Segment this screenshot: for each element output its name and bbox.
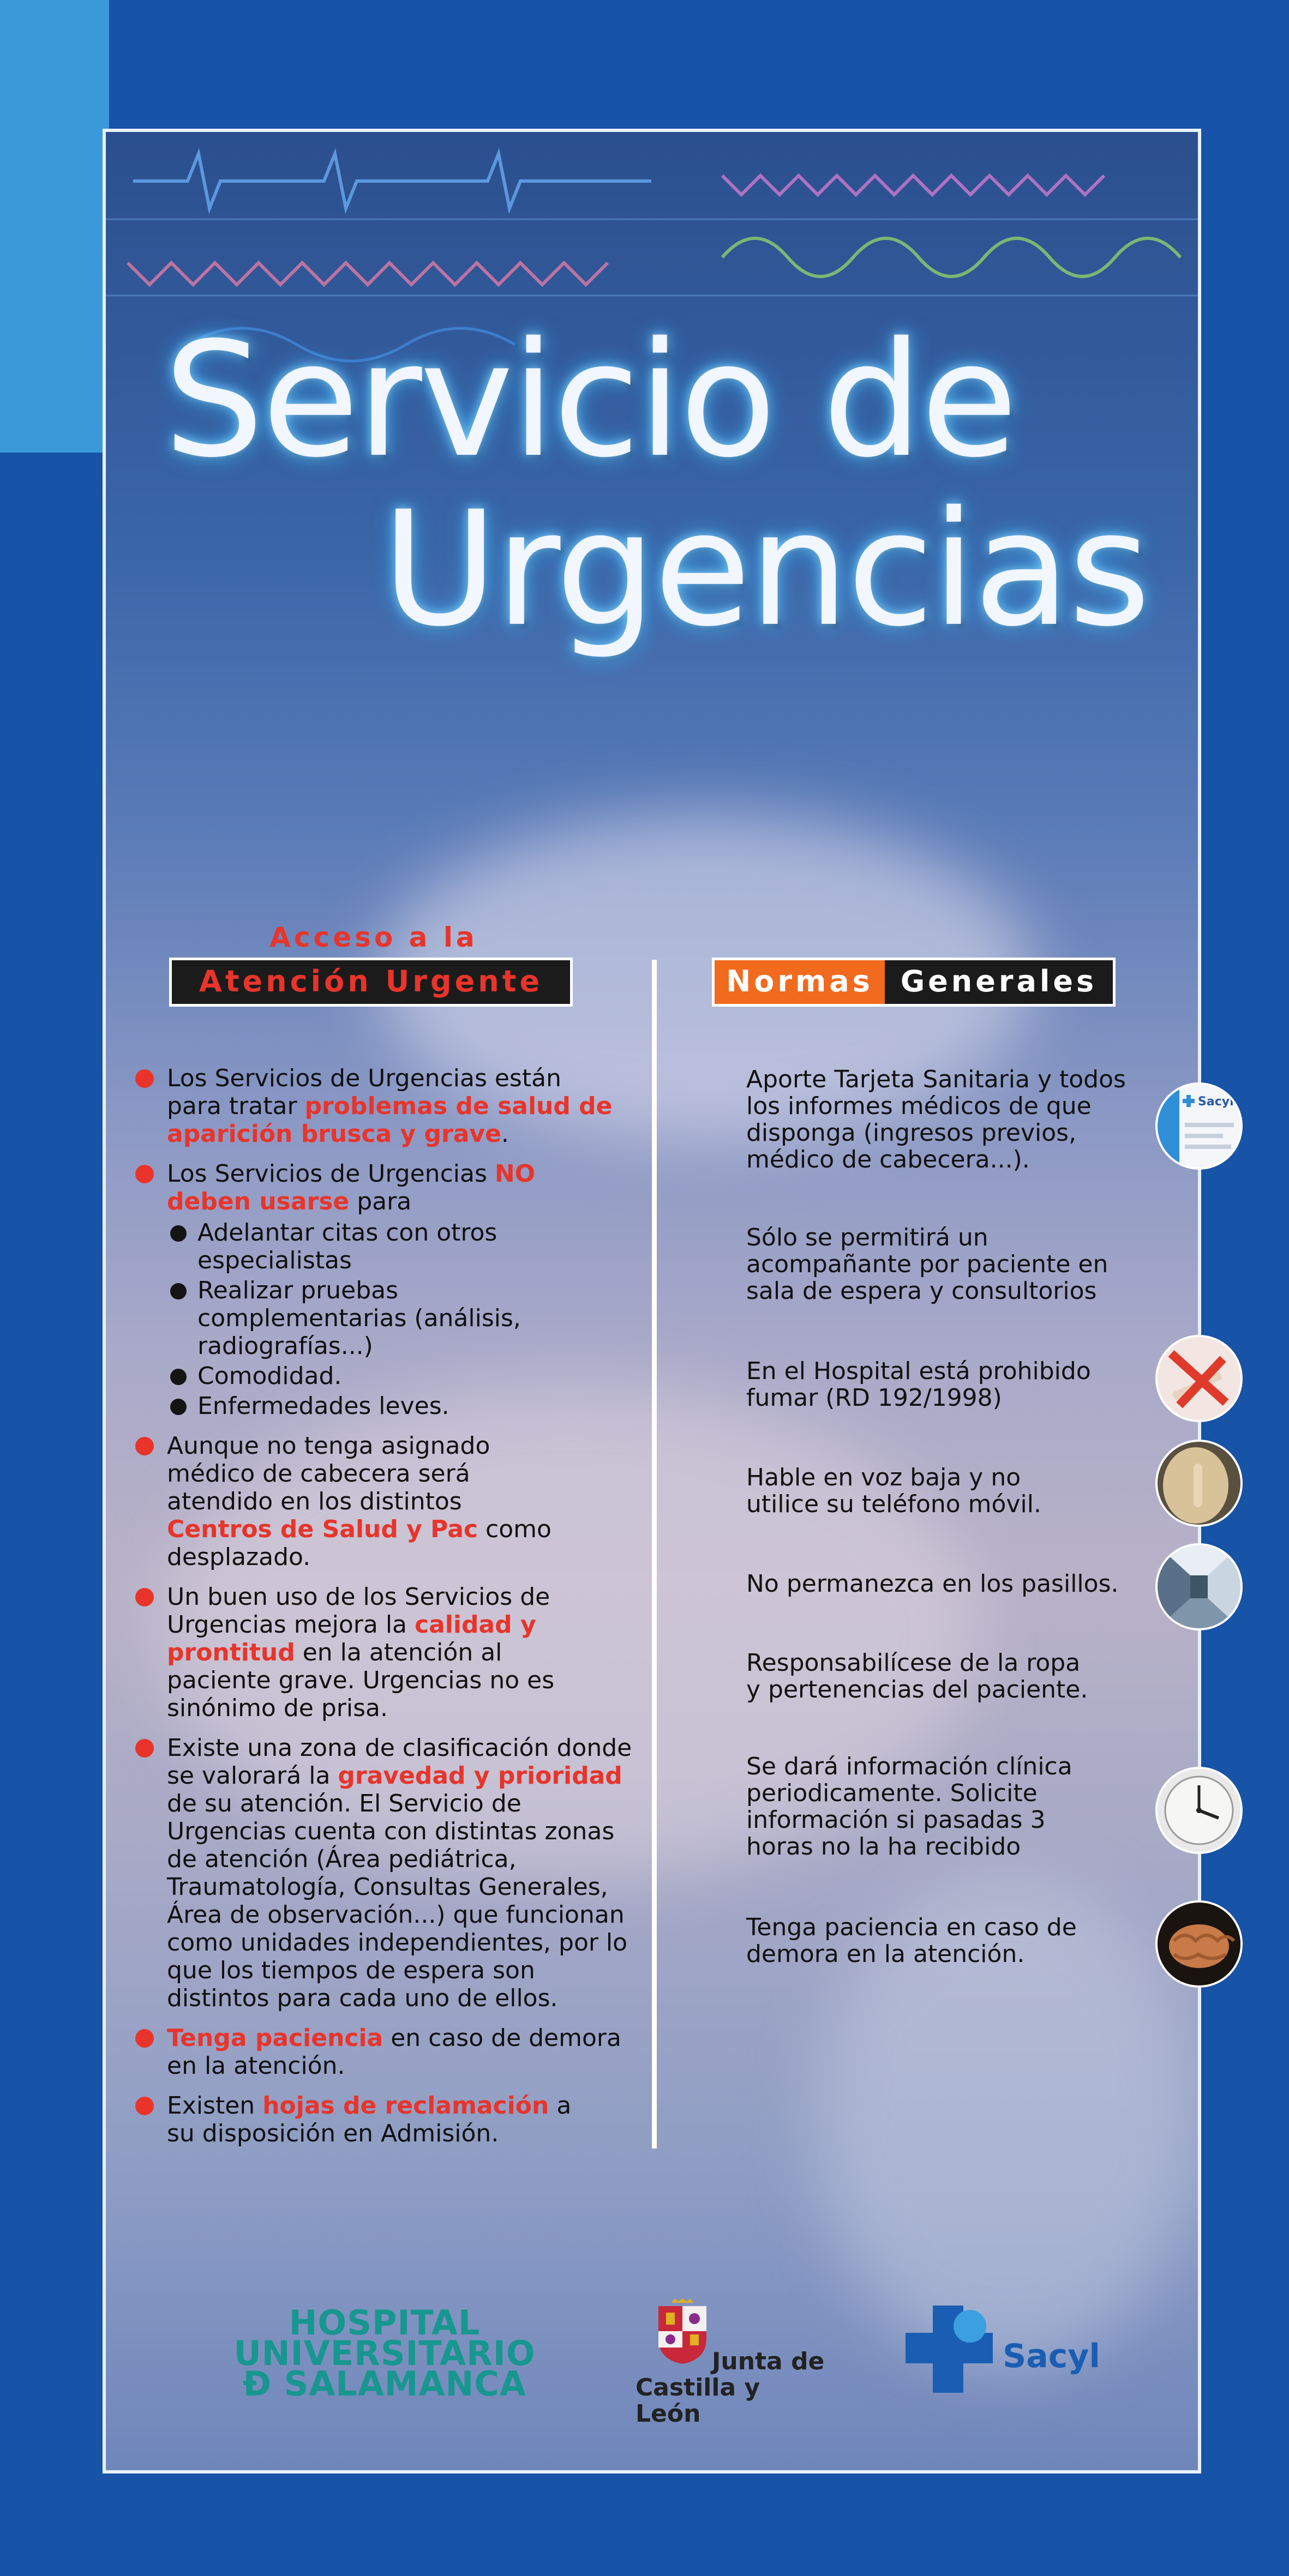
norm-text: En el Hospital está prohibido fumar (RD 192/1998) (746, 1357, 1091, 1412)
right-heading-dark: Generales (885, 960, 1113, 1004)
item-text: a su disposición en Admisión. (167, 2092, 572, 2147)
silence-graphic (1158, 1442, 1240, 1525)
bullet-icon (135, 1588, 154, 1606)
card-text: Sacyl (1198, 1095, 1234, 1109)
item-text: Los Servicios de Urgencias (167, 1160, 495, 1188)
hands-graphic (1158, 1903, 1240, 1985)
sub-item (131, 1219, 552, 1274)
silence-icon (1155, 1440, 1243, 1527)
bullet-icon (135, 2097, 154, 2115)
column-divider (652, 960, 657, 2148)
norm-text: Se dará información clínica periodicamente. Solicite información si pasadas 3 horas no la ha recibido (746, 1753, 1072, 1861)
no-smoking-icon (1155, 1335, 1243, 1422)
item-text: en caso de demora en la atención. (167, 2024, 621, 2080)
sub-bullet-icon (170, 1283, 187, 1299)
corner-accent (0, 0, 109, 453)
item-highlight: Centros de Salud y Pac (167, 1515, 478, 1543)
item-text: Existen (167, 2092, 263, 2120)
item-text: Los Servicios de Urgencias están para tratar (167, 1064, 561, 1120)
sacyl-logo-text: Sacyl (1003, 2337, 1100, 2375)
item-text: . (501, 1120, 509, 1148)
norm-text: No permanezca en los pasillos. (746, 1570, 1119, 1598)
sub-item (131, 1362, 622, 1390)
health-card-icon (1155, 1082, 1243, 1170)
hospital-logo-line: UNIVERSITARIO (233, 2333, 536, 2373)
junta-logo-line: Junta de (712, 2348, 825, 2375)
health-card-graphic (1158, 1085, 1240, 1167)
item-highlight: problemas de salud de aparición brusca y grave (167, 1092, 613, 1148)
bullet-icon (135, 1437, 154, 1455)
list-item (131, 2024, 636, 2080)
item-text: para (349, 1188, 412, 1215)
clock-icon (1155, 1767, 1243, 1854)
bullet-icon (135, 1069, 154, 1088)
no-smoking-graphic (1158, 1337, 1240, 1420)
norm-text: Sólo se permitirá un acompañante por paciente en sala de espera y consultorios (746, 1224, 1108, 1305)
hospital-logo-line: HOSPITAL (289, 2303, 481, 2343)
item-text: en la atención al paciente grave. Urgencias no es sinónimo de prisa. (167, 1639, 555, 1722)
sacyl-cross-icon (906, 2306, 1004, 2404)
sub-item-text: Comodidad. (197, 1362, 342, 1390)
item-highlight: hojas de reclamación (262, 2092, 549, 2120)
corridor-icon (1155, 1543, 1243, 1630)
hands-icon (1155, 1900, 1243, 1988)
sub-item-text: Adelantar citas con otros especialistas (197, 1219, 497, 1274)
access-list (131, 1064, 632, 2159)
right-heading-orange: Normas (715, 960, 885, 1004)
norm-text: Hable en voz baja y no utilice su teléfono móvil. (746, 1464, 1041, 1518)
norm-text: Aporte Tarjeta Sanitaria y todos los informes médicos de que disponga (ingresos previos, médico de cabecera...). (746, 1066, 1126, 1173)
sub-item (131, 1392, 622, 1420)
sub-bullet-icon (170, 1399, 187, 1415)
sub-item (131, 1277, 552, 1360)
junta-logo-line: Castilla y León (635, 2374, 760, 2428)
item-highlight: Tenga paciencia (167, 2024, 383, 2052)
list-item (131, 1064, 622, 1148)
item-text: como desplazado. (167, 1515, 551, 1571)
hospital-logo-line: Ð SALAMANCA (243, 2364, 526, 2404)
list-item (131, 1432, 571, 1571)
list-item (131, 1583, 571, 1722)
item-highlight: calidad y prontitud (167, 1611, 536, 1666)
bullet-icon (135, 1165, 154, 1183)
sub-item-text: Realizar pruebas complementarias (análisis, radiografías...) (197, 1277, 521, 1360)
sub-bullet-icon (170, 1369, 187, 1385)
hospital-logo (210, 2303, 559, 2404)
item-highlight: NO deben usarse (167, 1160, 536, 1215)
right-heading-box (712, 958, 1116, 1007)
bullet-icon (135, 1739, 154, 1758)
clock-graphic (1158, 1769, 1240, 1852)
item-text: de su atención. El Servicio de Urgencias cuenta con distintas zonas de atención (Área pediátrica, Traumatología, Consultas Generales, Área de observación...) que funcionan como unidades independientes, por lo que los tiempos de espera son distintos para cada uno de ellos. (167, 1790, 628, 2012)
left-heading-box: Atención Urgente (169, 958, 573, 1007)
left-heading-top: Acceso a la (269, 922, 478, 953)
item-highlight: gravedad y prioridad (338, 1762, 622, 1790)
list-item (131, 1160, 622, 1215)
bullet-icon (135, 2029, 154, 2048)
corridor-graphic (1158, 1545, 1240, 1628)
norm-text: Responsabilícese de la ropa y pertenencias del paciente. (746, 1649, 1088, 1704)
norm-text: Tenga paciencia en caso de demora en la atención. (746, 1913, 1077, 1968)
title-line-2: Urgencias (382, 478, 1149, 661)
item-text: Existe una zona de clasificación donde se valorará la (167, 1734, 632, 1790)
title-line-1: Servicio de (164, 309, 1016, 492)
list-item (131, 2092, 581, 2147)
sub-item-text: Enfermedades leves. (197, 1392, 449, 1420)
sub-bullet-icon (170, 1225, 187, 1242)
sacyl-logo (906, 2306, 1102, 2404)
list-item (131, 1734, 636, 2012)
item-text: Un buen uso de los Servicios de Urgencias mejora la (167, 1583, 550, 1639)
item-text: Aunque no tenga asignado médico de cabecera será atendido en los distintos (167, 1432, 490, 1515)
